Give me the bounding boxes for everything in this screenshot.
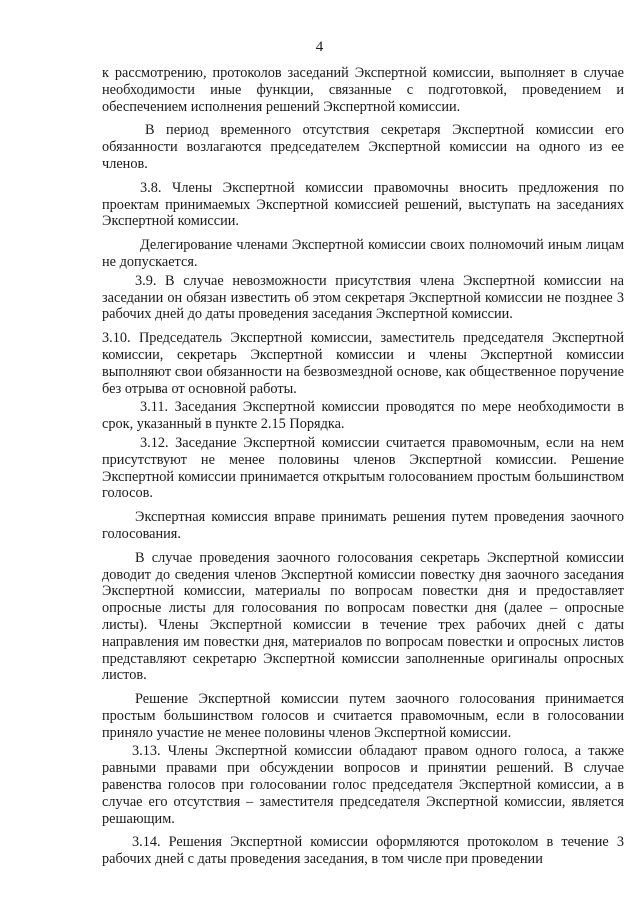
paragraph-3-14: 3.14. Решения Экспертной комиссии оформляются протоколом в течение 3 рабочих дней с даты проведения заседания, в том числе при проведении (102, 834, 624, 868)
document-body (102, 65, 624, 868)
paragraph-absentee-voting: Экспертная комиссия вправе принимать решения путем проведения заочного голосования. (102, 509, 624, 542)
paragraph-secretary-absence: В период временного отсутствия секретаря Экспертной комиссии его обязанности возлагаются председателем Экспертной комиссии на одного из ее членов. (102, 122, 624, 172)
paragraph-continuation: к рассмотрению, протоколов заседаний Экспертной комиссии, выполняет в случае необходимости иные функции, связанные с подготовкой, проведением и обеспечением исполнения решений Экспертной комиссии. (102, 65, 624, 115)
paragraph-absentee-procedure: В случае проведения заочного голосования секретарь Экспертной комиссии доводит до сведения членов Экспертной комиссии повестку дня заочного заседания Экспертной комиссии, материалы по вопросам повестки дня и предоставляет опросные листы для голосования по вопросам повестки дня (далее – опросные листы). Члены Экспертной комиссии в течение трех рабочих дней с даты направления им повестки дня, материалов по вопросам повестки и опросных листов представляют секретарю Экспертной комиссии заполненные оригиналы опросных листов. (102, 549, 624, 684)
page-number: 4 (315, 39, 324, 55)
paragraph-3-12: 3.12. Заседание Экспертной комиссии считается правомочным, если на нем присутствуют не менее половины членов Экспертной комиссии. Решение Экспертной комиссии принимается открытым голосованием простым большинством голосов. (102, 434, 624, 502)
paragraph-delegation: Делегирование членами Экспертной комиссии своих полномочий иным лицам не допускается. (102, 237, 624, 270)
paragraph-3-11: 3.11. Заседания Экспертной комиссии проводятся по мере необходимости в срок, указанный в пункте 2.15 Порядка. (102, 399, 624, 433)
paragraph-3-10: 3.10. Председатель Экспертной комиссии, заместитель председателя Экспертной комиссии, секретарь Экспертной комиссии и члены Экспертной комиссии выполняют свои обязанности на безвозмездной основе, как общественное поручение без отрыва от основной работы. (102, 330, 624, 397)
paragraph-3-9: 3.9. В случае невозможности присутствия члена Экспертной комиссии на заседании он обязан известить об этом секретаря Экспертной комиссии не позднее 3 рабочих дней до даты проведения заседания Экспертной комиссии. (102, 272, 624, 323)
paragraph-3-8: 3.8. Члены Экспертной комиссии правомочны вносить предложения по проектам принимаемых Экспертной комиссией решений, выступать на заседаниях Экспертной комиссии. (102, 179, 624, 230)
paragraph-absentee-decision: Решение Экспертной комиссии путем заочного голосования принимается простым большинством голосов и считается правомочным, если в голосовании приняло участие не менее половины членов Экспертной комиссии. (102, 691, 624, 741)
paragraph-3-13: 3.13. Члены Экспертной комиссии обладают правом одного голоса, а также равными правами при обсуждении вопросов и принятии решений. В случае равенства голосов при голосовании голос председателя Экспертной комиссии, а в случае его отсутствия – заместителя председателя Экспертной комиссии, является решающим. (102, 743, 624, 827)
